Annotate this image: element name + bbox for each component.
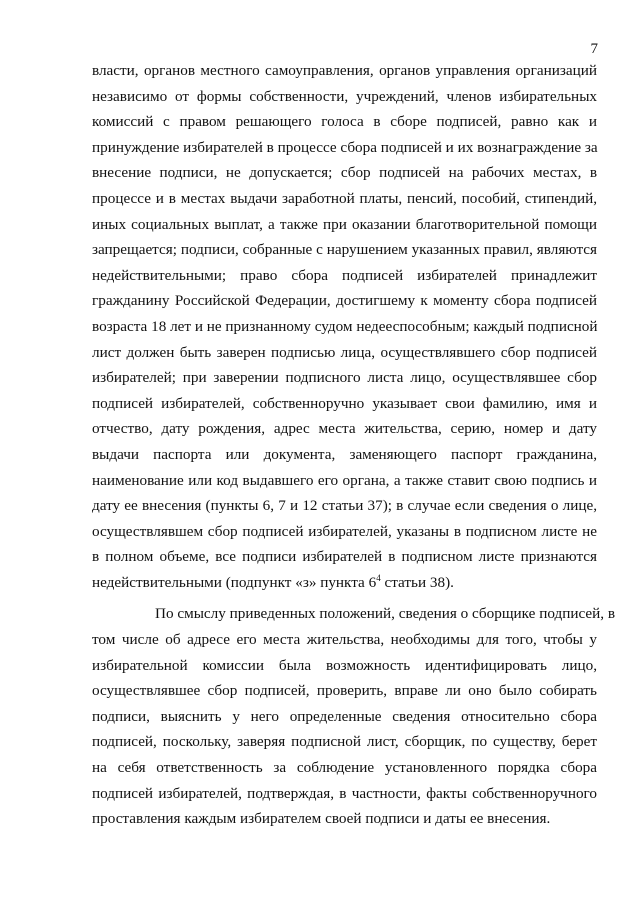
paragraph-1 [92, 58, 597, 595]
text-line: недействительными; право сбора подписей избирателей принадлежит [92, 266, 597, 284]
text-line: подписи, выяснить у него определенные сведения относительно сбора [92, 707, 597, 725]
text-line-last: проставления каждым избирателем своей подписи и даты ее внесения. [92, 810, 551, 828]
text-line: осуществлявшем сбор подписей избирателей, указаны в подписном листе не [92, 522, 597, 540]
text-line: внесение подписи, не допускается; сбор подписей на рабочих местах, в [92, 164, 597, 182]
text-line: в полном объеме, все подписи избирателей в подписном листе признаются [92, 548, 597, 566]
text-line-last [92, 570, 597, 596]
text-line: наименование или код выдавшего его органа, а также ставит свою подпись и [92, 471, 597, 489]
text-line-first: По смыслу приведенных положений, сведения о сборщике подписей, в [155, 605, 616, 623]
citation-text: недействительными (подпункт «з» пункта 6 [92, 573, 377, 591]
text-line: независимо от формы собственности, учреждений, членов избирательных [92, 87, 597, 105]
superscript-index: 4 [376, 572, 381, 583]
text-line: власти, органов местного самоуправления, органов управления организаций [92, 62, 597, 79]
text-line: процессе и в местах выдачи заработной платы, пенсий, пособий, стипендий, [92, 189, 597, 207]
paragraph-2 [92, 601, 616, 831]
page-number: 7 [590, 41, 598, 57]
citation-text-end: статьи 38). [380, 573, 454, 591]
text-line: лист должен быть заверен подписью лица, осуществлявшего сбор подписей [92, 343, 597, 361]
text-line: осуществлявшее сбор подписей, проверить, вправе ли оно было собирать [92, 682, 597, 700]
text-line: на себя ответственность за соблюдение установленного порядка сбора [92, 759, 597, 777]
text-line: избирательной комиссии была возможность идентифицировать лицо, [92, 656, 597, 674]
text-line: возраста 18 лет и не признанному судом недееспособным; каждый подписной [92, 317, 598, 335]
text-line: комиссий с правом решающего голоса в сборе подписей, равно как и [92, 113, 597, 131]
body-text [92, 58, 616, 832]
text-line: выдачи паспорта или документа, заменяющего паспорт гражданина, [92, 445, 597, 463]
text-line: запрещается; подписи, собранные с нарушением указанных правил, являются [92, 241, 597, 259]
text-line: отчество, дату рождения, адрес места жительства, серию, номер и дату [92, 420, 597, 438]
text-line: дату ее внесения (пункты 6, 7 и 12 статьи 37); в случае если сведения о лице, [92, 497, 597, 515]
text-line: подписей, поскольку, заверяя подписной лист, сборщик, по существу, берет [92, 733, 597, 751]
text-line: подписей избирателей, собственноручно указывает свои фамилию, имя и [92, 394, 597, 412]
text-line: подписей избирателей, подтверждая, в частности, факты собственноручного [92, 784, 597, 802]
text-line: том числе об адресе его места жительства, необходимы для того, чтобы у [92, 631, 597, 649]
text-line: принуждение избирателей в процессе сбора подписей и их вознаграждение за [92, 138, 598, 156]
text-line: избирателей; при заверении подписного листа лицо, осуществлявшее сбор [92, 369, 597, 387]
text-line: гражданину Российской Федерации, достигшему к моменту сбора подписей [92, 292, 597, 310]
text-line: иных социальных выплат, а также при оказании благотворительной помощи [92, 215, 597, 233]
